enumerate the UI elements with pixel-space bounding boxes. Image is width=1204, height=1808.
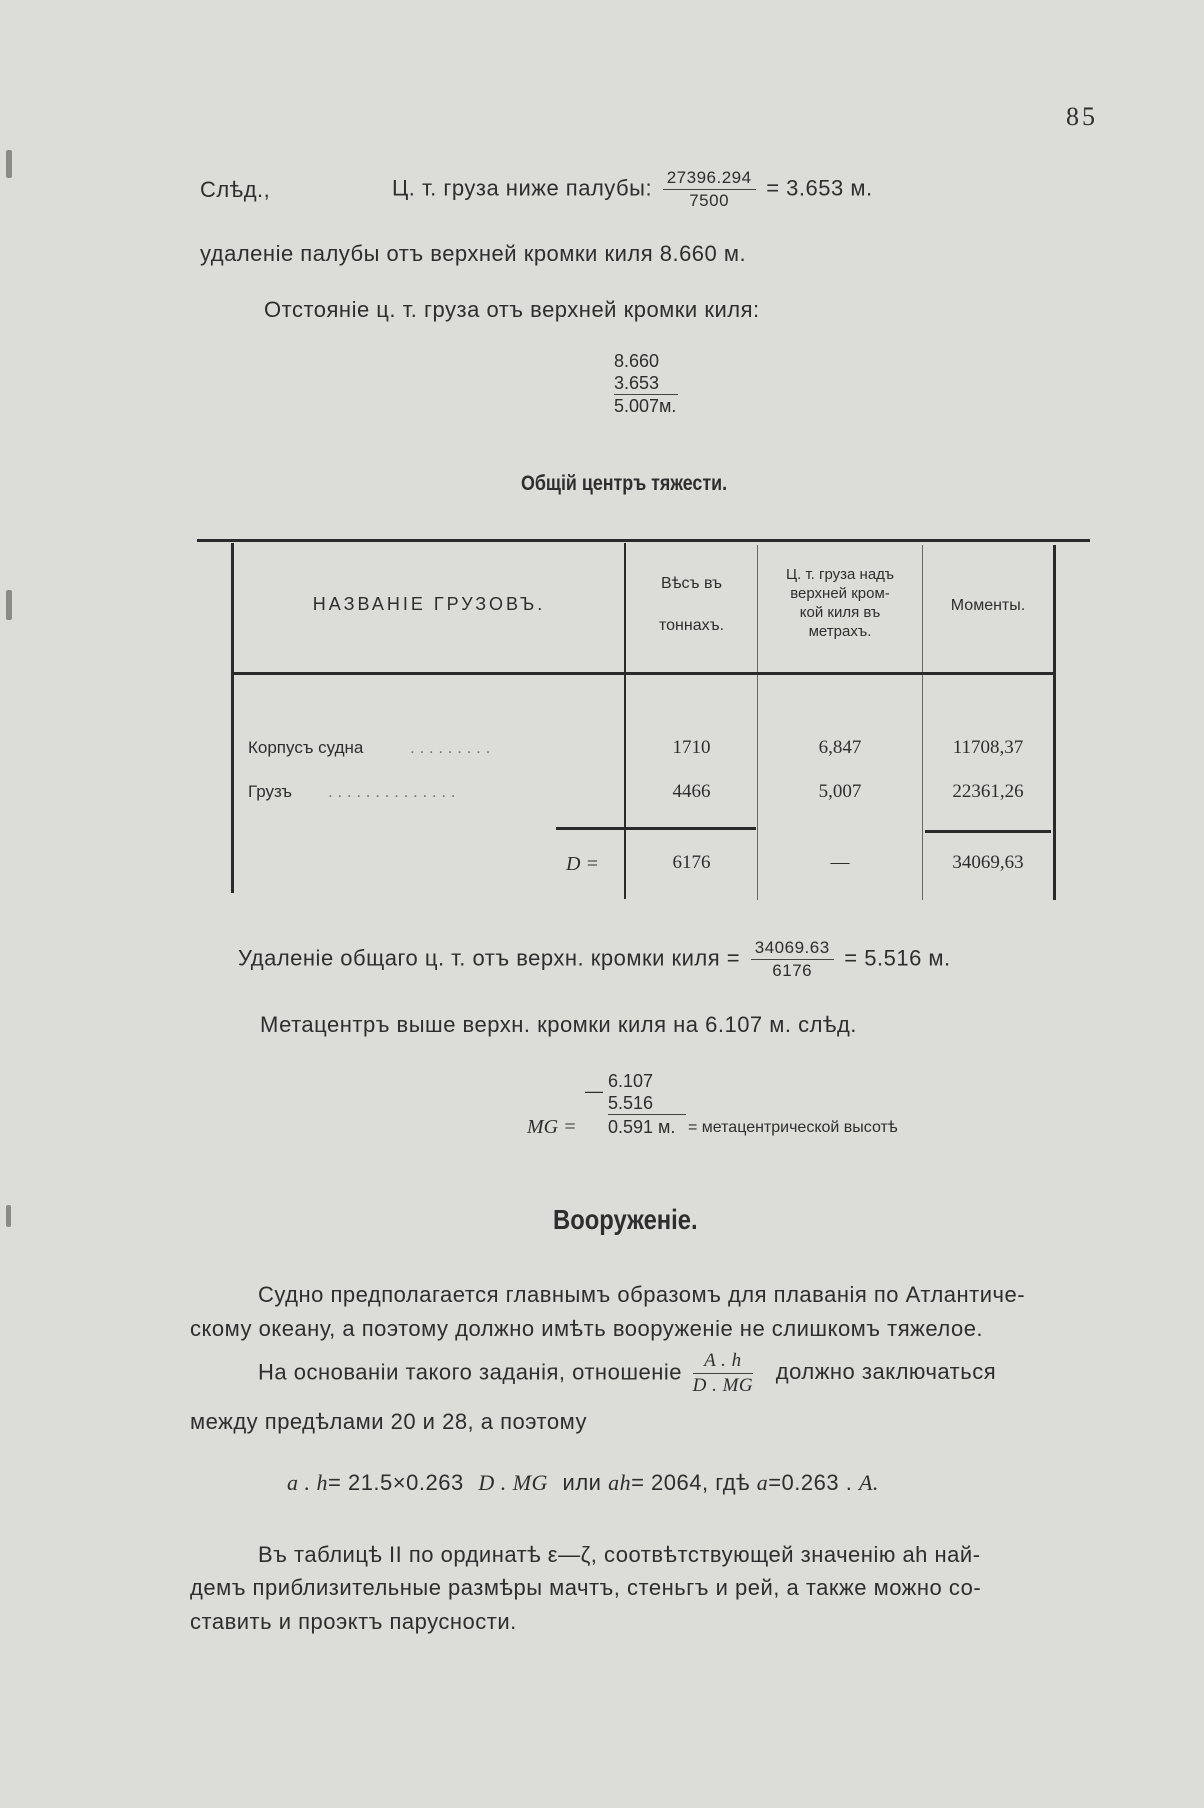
formula-eq2: = 2064, гдѣ — [631, 1470, 751, 1495]
sled-label: Слѣд., — [200, 177, 271, 202]
header-weight-line2: тоннахъ. — [658, 617, 725, 634]
total-cg: — — [830, 852, 850, 873]
deck-distance-text: удаленіе палубы отъ верхней кромки киля 8.660 м. — [200, 241, 747, 266]
overall-cg-fraction — [751, 938, 834, 981]
subtotal-rule-moment — [925, 830, 1051, 833]
formula-A: A. — [858, 1470, 879, 1495]
overall-cg-text: Удаленіе общаго ц. т. отъ верхн. кромки киля = — [238, 945, 741, 971]
para2-line2: между предѣлами 20 и 28, а поэтому — [190, 1409, 587, 1434]
total-moment: 34069,63 — [952, 852, 1024, 873]
table-right-border — [1053, 545, 1056, 900]
para2-text-end: должно заключаться — [775, 1359, 997, 1385]
para2-line1 — [258, 1350, 996, 1397]
row-moment: 22361,26 — [952, 781, 1024, 802]
row-name: Грузъ — [248, 782, 293, 801]
rigging-title: Вооруженіе. — [553, 1204, 698, 1235]
fraction-denominator: 6176 — [772, 961, 813, 980]
formula-a: a — [756, 1470, 769, 1495]
overall-cg-formula — [238, 938, 951, 981]
formula-or: или — [562, 1470, 602, 1495]
subtraction-result: 5.007м. — [614, 396, 677, 416]
minus-sign: — — [585, 1081, 603, 1101]
fraction-numerator: A . h — [693, 1350, 754, 1374]
fraction-numerator: 27396.294 — [663, 168, 756, 190]
row-leader-dots: . . . . . . . . . — [410, 738, 491, 757]
fraction-numerator: 34069.63 — [751, 938, 834, 960]
scan-artifact — [6, 590, 12, 620]
subtraction-b: 3.653 — [614, 372, 678, 395]
cargo-distance-text: Отстояніе ц. т. груза отъ верхней кромки киля: — [264, 297, 760, 322]
header-weight — [626, 574, 757, 636]
formula-eq1: = 21.5×0.263 — [328, 1470, 464, 1495]
row-name: Корпусъ судна — [248, 738, 364, 757]
formula-dmg: D . MG — [478, 1470, 548, 1495]
mg-result: 0.591 м. — [608, 1117, 676, 1137]
cg-below-deck-label: Ц. т. груза ниже палубы: — [392, 175, 653, 201]
header-cg-line1: Ц. т. груза надъ — [786, 566, 894, 583]
para1-line2: скому океану, а поэтому должно имѣть вооруженіе не слишкомъ тяжелое. — [190, 1316, 984, 1341]
row-weight: 4466 — [672, 781, 711, 802]
para3-line1: Въ таблицѣ II по ординатѣ ε—ζ, соотвѣтствующей значенію ah най- — [258, 1542, 981, 1567]
mg-suffix: = метацентрической высотѣ — [688, 1119, 898, 1136]
header-cg — [758, 565, 922, 641]
subtraction-a: 8.660 — [614, 351, 660, 371]
mg-b: 5.516 — [608, 1092, 686, 1115]
page-number: 85 — [1066, 102, 1098, 131]
row-cg: 5,007 — [818, 781, 862, 802]
para3-line3: ставить и проэктъ парусности. — [190, 1609, 517, 1634]
cg-below-deck-formula — [392, 168, 873, 211]
row-leader-dots: . . . . . . . . . . . . . . — [328, 782, 456, 801]
para3-line2: демъ приблизительные размѣры мачтъ, стеньгъ и рей, а также можно со- — [190, 1575, 982, 1600]
metacenter-text: Метацентръ выше верхн. кромки киля на 6.107 м. слѣд. — [260, 1012, 857, 1037]
fraction-denominator: 7500 — [689, 191, 730, 210]
formula-lhs: a . h — [287, 1470, 328, 1495]
header-cg-line3: кой киля въ — [799, 604, 881, 621]
cg-below-deck-fraction — [663, 168, 756, 211]
mg-label: MG = — [527, 1116, 577, 1138]
rigging-formula — [287, 1470, 879, 1496]
formula-eq3: =0.263 . — [768, 1470, 853, 1495]
mg-a: 6.107 — [608, 1071, 654, 1091]
scan-artifact — [6, 150, 12, 178]
subtraction-block — [614, 350, 678, 417]
row-cg: 6,847 — [818, 737, 862, 758]
overall-cg-result: = 5.516 м. — [844, 945, 951, 971]
para2-text-start: На основаніи такого заданія, отношеніе — [258, 1359, 682, 1385]
subtotal-rule-weight — [556, 827, 756, 830]
total-label: D = — [566, 853, 599, 875]
header-cargo-name: НАЗВАНІЕ ГРУЗОВЪ. — [312, 594, 546, 614]
total-weight: 6176 — [672, 852, 711, 873]
scan-artifact — [6, 1205, 11, 1227]
para1-line1: Судно предполагается главнымъ образомъ для плаванія по Атлантиче- — [258, 1282, 1026, 1307]
header-weight-line1: Вѣсъ въ — [661, 575, 722, 592]
formula-ah: ah — [608, 1470, 632, 1495]
cg-below-deck-result: = 3.653 м. — [766, 175, 873, 201]
fraction-denominator: D . MG — [692, 1375, 754, 1396]
row-moment: 11708,37 — [952, 737, 1024, 758]
table-title: Общій центръ тяжести. — [521, 472, 728, 495]
table-top-rule — [197, 539, 1090, 542]
row-weight: 1710 — [672, 737, 711, 758]
ah-ratio-fraction — [693, 1350, 754, 1397]
table-header-rule — [234, 672, 1053, 675]
header-cg-line2: верхней кром- — [790, 585, 890, 602]
header-cg-line4: метрахъ. — [808, 623, 872, 640]
header-moments: Моменты. — [950, 597, 1026, 614]
